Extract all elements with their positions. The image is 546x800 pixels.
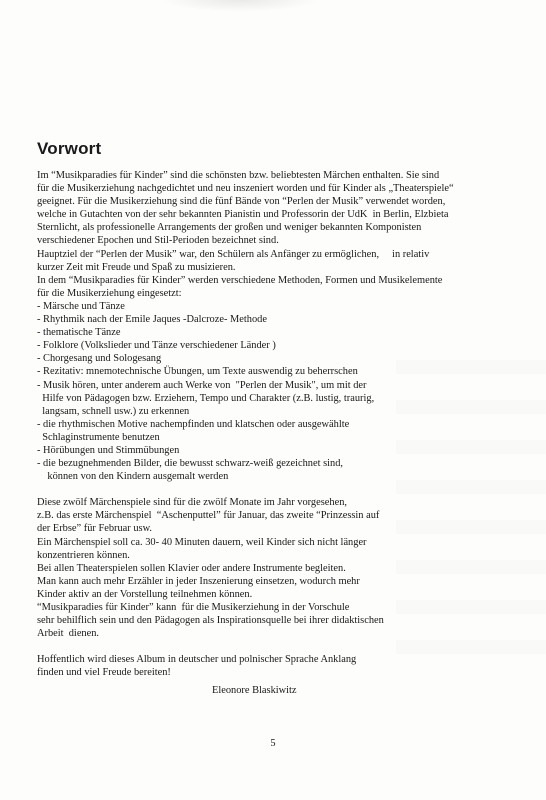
author-signature: Eleonore Blaskiwitz [212, 685, 297, 697]
page-number: 5 [270, 738, 276, 749]
list-item: - Märsche und Tänze [37, 300, 125, 312]
text-line: Sternlicht, als professionelle Arrangements der großen und weniger bekannten Komponisten [37, 222, 422, 234]
text-line: für die Musikerziehung nachgedichtet und neu inszeniert worden und für Kinder als „Theaterspiele“ [37, 183, 454, 195]
list-item-continuation: können von den Kindern ausgemalt werden [37, 471, 229, 483]
page-top-shadow [160, 0, 320, 12]
list-item: - Musik hören, unter anderem auch Werke von "Perlen der Musik", um mit der [37, 379, 367, 391]
list-item: - Hörübungen und Stimmübungen [37, 444, 180, 456]
list-item-continuation: Hilfe von Pädagogen bzw. Erziehern, Tempo und Charakter (z.B. lustig, traurig, [37, 392, 375, 404]
preface-body [37, 169, 537, 698]
text-line: welche in Gutachten von der sehr bekannten Pianistin und Professorin der UdK in Berlin, Elzbieta [37, 209, 449, 221]
text-line: Hoffentlich wird dieses Album in deutscher und polnischer Sprache Anklang [37, 654, 357, 666]
list-item-continuation: langsam, schnell usw.) zu erkennen [37, 405, 190, 417]
text-line: Ein Märchenspiel soll ca. 30- 40 Minuten dauern, weil Kinder sich nicht länger [37, 536, 367, 548]
text-line: Kinder aktiv an der Vorstellung teilnehmen können. [37, 588, 253, 600]
paragraph-closing [37, 653, 537, 679]
text-line: Bei allen Theaterspielen sollen Klavier oder andere Instrumente begleiten. [37, 562, 346, 574]
page-heading: Vorwort [37, 139, 102, 158]
text-line: z.B. das erste Märchenspiel “Aschenputtel” für Januar, das zweite “Prinzessin auf [37, 510, 380, 522]
text-line: sehr behilflich sein und den Pädagogen als Inspirationsquelle bei ihrer didaktischen [37, 615, 384, 627]
text-line: “Musikparadies für Kinder” kann für die Musikerziehung in der Vorschule [37, 602, 350, 613]
text-line: der Erbse” für Februar usw. [37, 523, 153, 535]
text-line: Im “Musikparadies für Kinder” sind die schönsten bzw. beliebtesten Märchen enthalten. Sie sind [37, 170, 440, 181]
list-item: - die bezugnehmenden Bilder, die bewusst schwarz-weiß gezeichnet sind, [37, 458, 344, 470]
text-line: Hauptziel der “Perlen der Musik” war, den Schülern als Anfänger zu ermöglichen, in relativ [37, 248, 430, 260]
text-line: In dem “Musikparadies für Kinder” werden verschiedene Methoden, Formen und Musikelemente [37, 274, 443, 286]
list-item: - Folklore (Volkslieder und Tänze verschiedener Länder ) [37, 340, 276, 352]
list-item: - thematische Tänze [37, 327, 121, 339]
paragraph-intro [37, 169, 537, 483]
text-line: konzentrieren können. [37, 549, 130, 561]
list-item: - Rezitativ: mnemotechnische Übungen, um Texte auswendig zu beherrschen [37, 366, 358, 378]
text-line: verschiedener Epochen und Stil-Perioden bezeichnet sind. [37, 235, 279, 247]
paragraph-schedule [37, 496, 537, 640]
text-line: geeignet. Für die Musikerziehung sind die fünf Bände von “Perlen der Musik” verwendet worden, [37, 196, 446, 208]
list-item: - Rhythmik nach der Emile Jaques -Dalcroze- Methode [37, 314, 267, 326]
list-item: - Chorgesang und Sologesang [37, 353, 162, 365]
text-line: kurzer Zeit mit Freude und Spaß zu musizieren. [37, 261, 236, 273]
text-line: für die Musikerziehung eingesetzt: [37, 287, 182, 299]
text-line: Diese zwölf Märchenspiele sind für die zwölf Monate im Jahr vorgesehen, [37, 497, 347, 509]
list-item: - die rhythmischen Motive nachempfinden und klatschen oder ausgewählte [37, 418, 350, 430]
text-line: finden und viel Freude bereiten! [37, 667, 171, 679]
list-item-continuation: Schlaginstrumente benutzen [37, 431, 160, 443]
text-line: Arbeit dienen. [37, 628, 100, 640]
text-line: Man kann auch mehr Erzähler in jeder Inszenierung einsetzen, wodurch mehr [37, 575, 360, 587]
